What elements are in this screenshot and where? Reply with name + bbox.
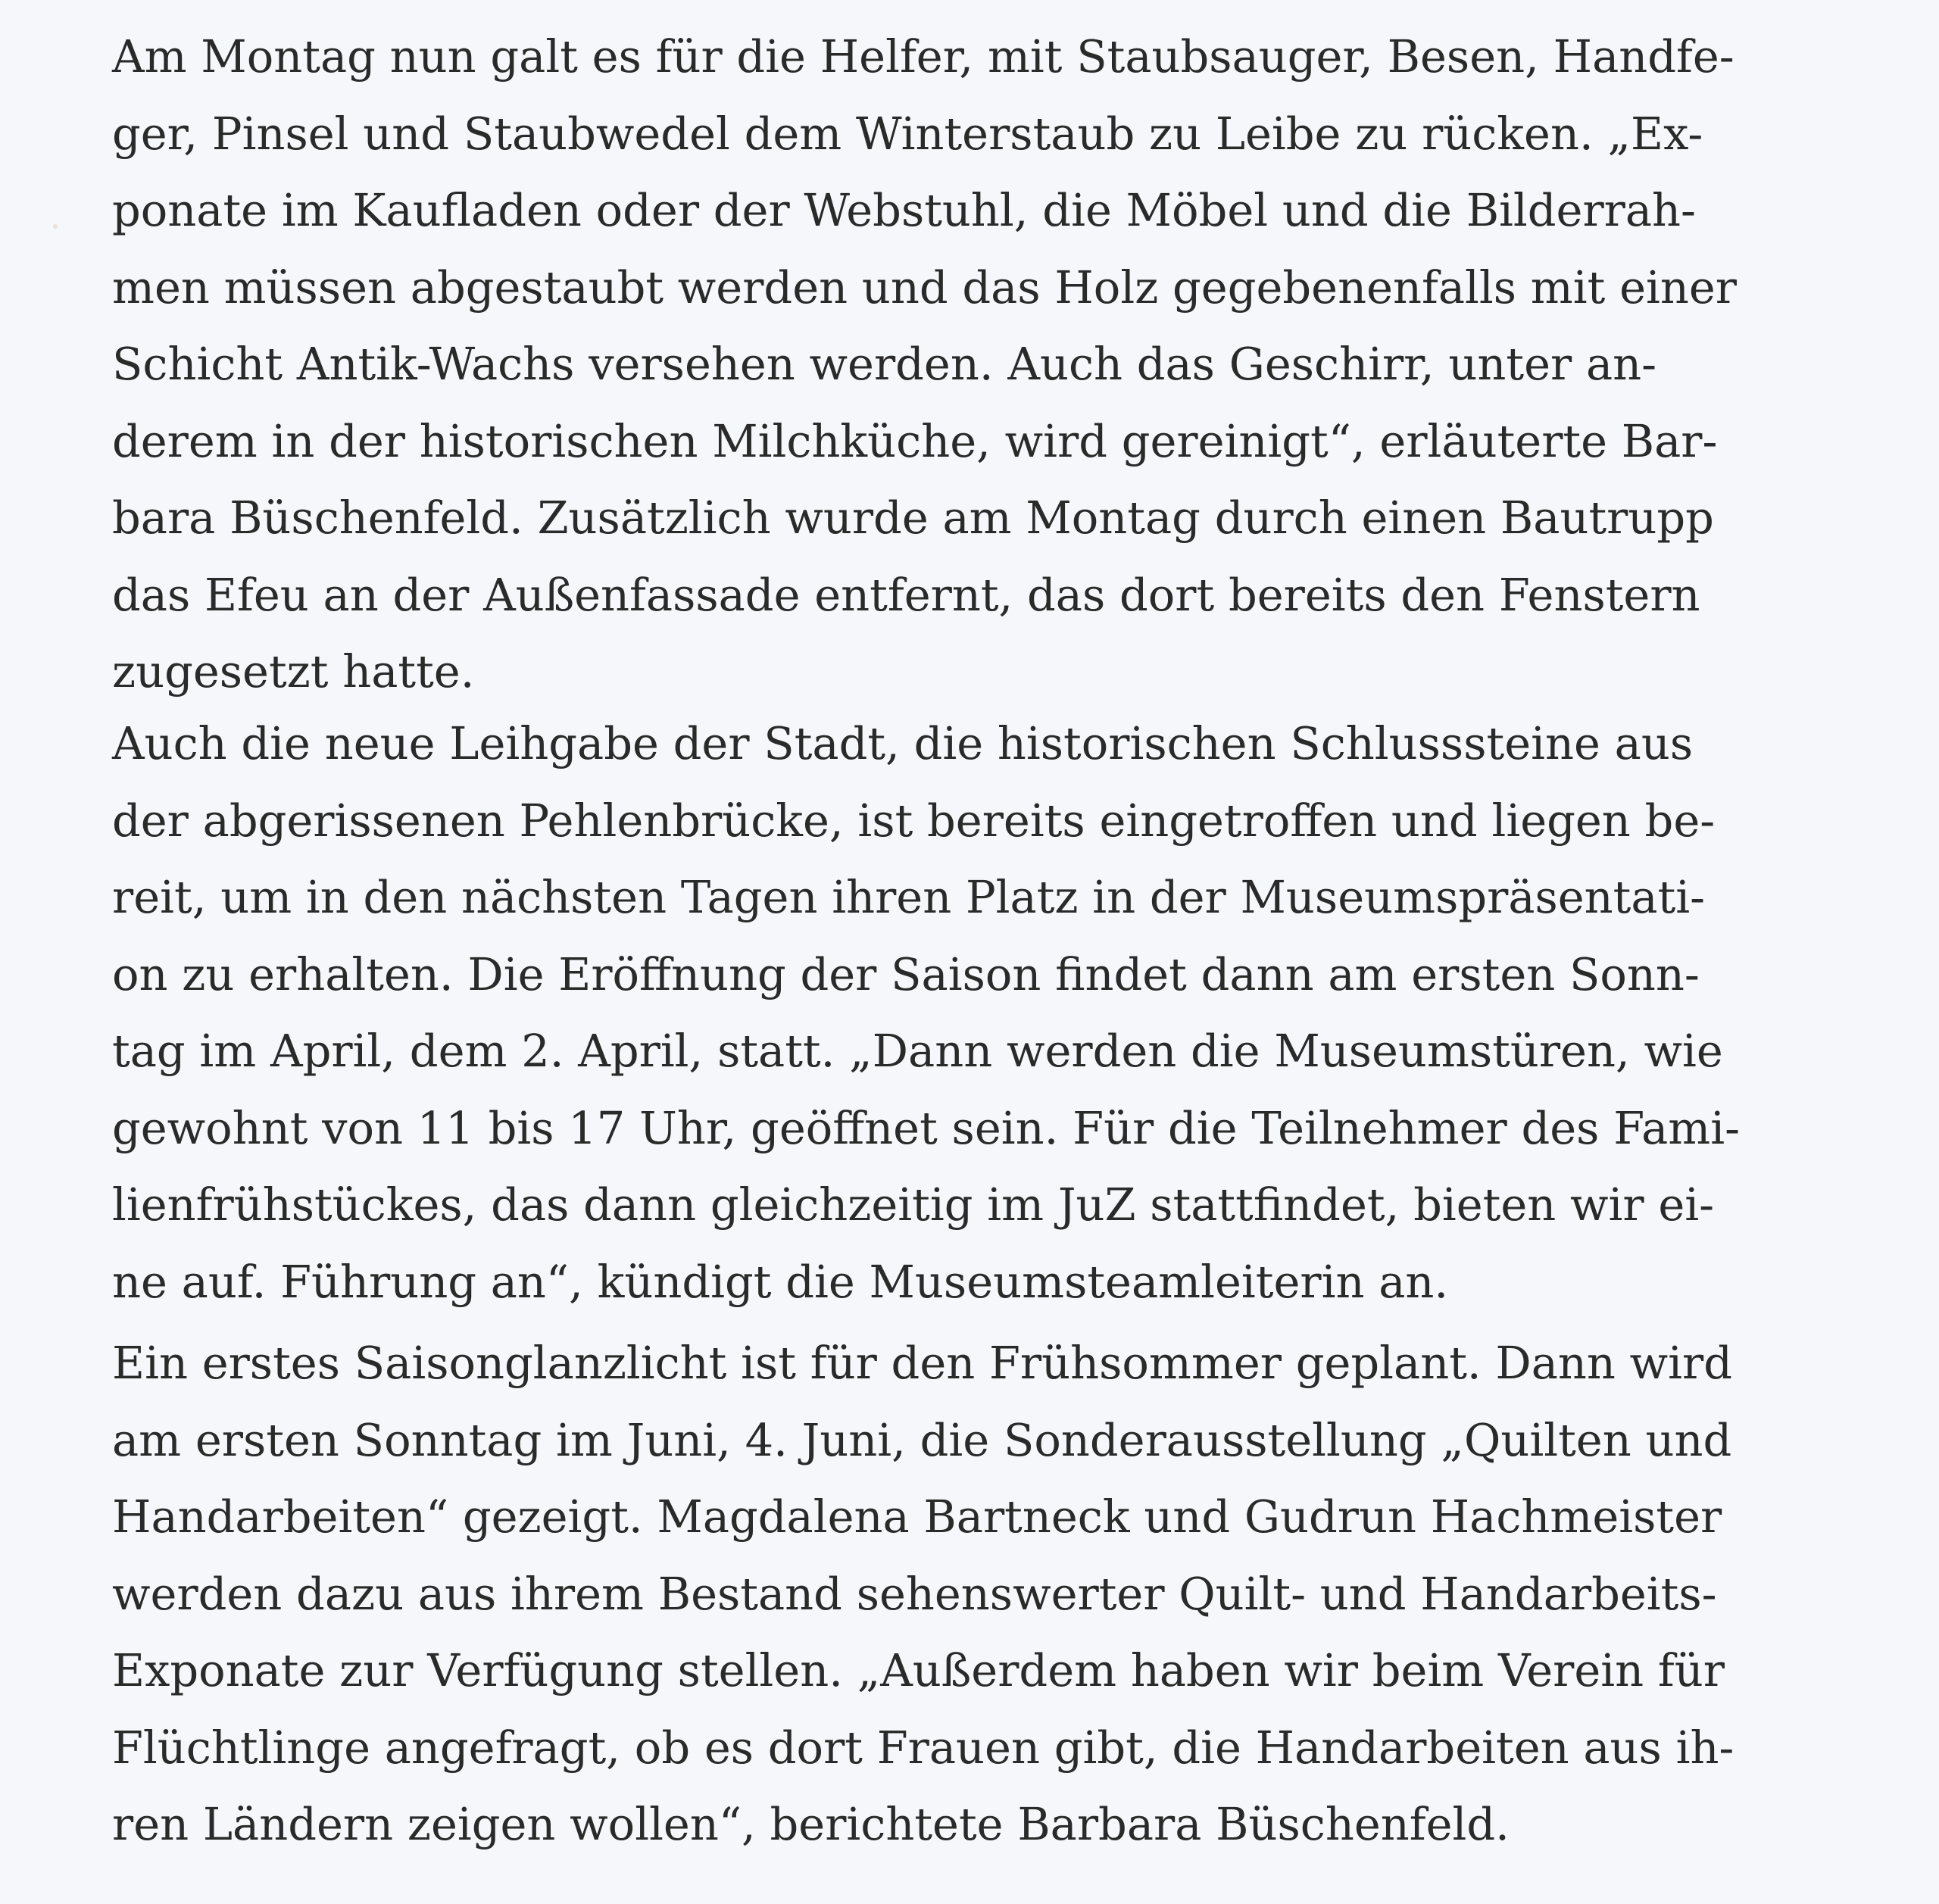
- paper-speck: [53, 224, 58, 229]
- paragraph-line: ne auf. Führung an“, kündigt die Museumsteamleiterin an.: [112, 1255, 1449, 1308]
- paragraph-line: bara Büschenfeld. Zusätzlich wurde am Montag durch einen Bautrupp: [112, 492, 1714, 544]
- paragraph-line: Flüchtlinge angefragt, ob es dort Frauen gibt, die Handarbeiten aus ih-: [112, 1721, 1734, 1774]
- paragraph-line: werden dazu aus ihrem Bestand sehenswerter Quilt- und Handarbeits-: [112, 1567, 1717, 1620]
- paragraph-line: am ersten Sonntag im Juni, 4. Juni, die Sonderausstellung „Quilten und: [112, 1413, 1732, 1466]
- paragraph-3: [112, 1325, 1734, 1863]
- paragraph-line: Auch die neue Leihgabe der Stadt, die historischen Schlusssteine aus: [112, 717, 1694, 769]
- paragraph-line: Ein erstes Saisonglanzlicht ist für den Frühsommer geplant. Dann wird: [112, 1337, 1732, 1389]
- paragraph-line: derem in der historischen Milchküche, wird gereinigt“, erläuterte Bar-: [112, 414, 1718, 467]
- paragraph-line: Schicht Antik-Wachs versehen werden. Auch das Geschirr, unter an-: [112, 338, 1657, 390]
- paragraph-line: on zu erhalten. Die Eröffnung der Saison findet dann am ersten Sonn-: [112, 947, 1700, 1000]
- paragraph-2: [112, 705, 1740, 1320]
- paragraph-line: men müssen abgestaubt werden und das Holz gegebenenfalls mit einer: [112, 261, 1737, 314]
- paragraph-1: [112, 18, 1737, 710]
- paragraph-line: lienfrühstückes, das dann gleichzeitig im JuZ stattfindet, bieten wir ei-: [112, 1178, 1715, 1231]
- paragraph-line: der abgerissenen Pehlenbrücke, ist bereits eingetroffen und liegen be-: [112, 794, 1716, 847]
- paragraph-line: Exponate zur Verfügung stellen. „Außerdem haben wir beim Verein für: [112, 1644, 1725, 1696]
- paragraph-line: das Efeu an der Außenfassade entfernt, das dort bereits den Fenstern: [112, 568, 1700, 621]
- paragraph-line: ren Ländern zeigen wollen“, berichtete Barbara Büschenfeld.: [112, 1798, 1510, 1850]
- paragraph-line: gewohnt von 11 bis 17 Uhr, geöffnet sein. Für die Teilnehmer des Fami-: [112, 1101, 1741, 1154]
- paragraph-line: ponate im Kaufladen oder der Webstuhl, die Möbel und die Bilderrah-: [112, 184, 1696, 236]
- paragraph-line: tag im April, dem 2. April, statt. „Dann werden die Museumstüren, wie: [112, 1025, 1723, 1077]
- paragraph-line: Am Montag nun galt es für die Helfer, mit Staubsauger, Besen, Handfe-: [112, 30, 1734, 83]
- paragraph-line: reit, um in den nächsten Tagen ihren Platz in der Museumspräsentati-: [112, 871, 1706, 923]
- paragraph-line: ger, Pinsel und Staubwedel dem Winterstaub zu Leibe zu rücken. „Ex-: [112, 107, 1703, 160]
- paragraph-line: zugesetzt hatte.: [112, 645, 475, 698]
- paragraph-line: Handarbeiten“ gezeigt. Magdalena Bartneck und Gudrun Hachmeister: [112, 1490, 1722, 1543]
